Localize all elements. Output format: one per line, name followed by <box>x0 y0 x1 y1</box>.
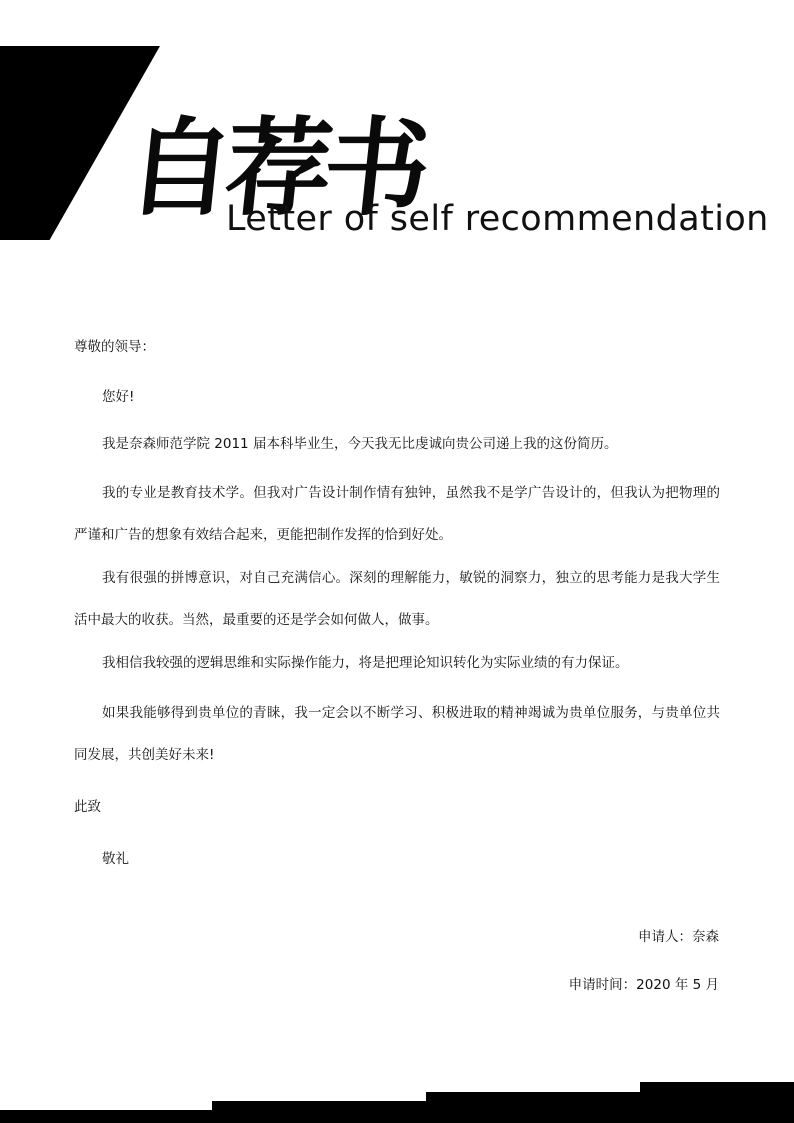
salutation: 尊敬的领导： <box>74 339 155 355</box>
title-chinese: 自荐书 <box>121 105 429 230</box>
paragraph-intro: 我是奈森师范学院 2011 届本科毕业生，今天我无比虔诚向贵公司递上我的这份简历。 <box>102 436 618 452</box>
paragraph-ability: 我相信我较强的逻辑思维和实际操作能力，将是把理论知识转化为实际业绩的有力保证。 <box>102 655 629 671</box>
closing-jingli: 敬礼 <box>102 851 129 867</box>
title-english: Letter of self recommendation <box>226 199 769 239</box>
paragraph-strengths: 我有很强的拼博意识，对自己充满信心。深刻的理解能力，敏锐的洞察力，独立的思考能力是我大学生活中最大的收获。当然，最重要的还是学会如何做人，做事。 <box>74 570 720 628</box>
paragraph-hope: 如果我能够得到贵单位的青睐，我一定会以不断学习、积极进取的精神竭诚为贵单位服务，与贵单位共同发展，共创美好未来! <box>74 705 720 763</box>
greeting: 您好! <box>102 389 135 405</box>
applicant-name: 申请人：奈森 <box>638 929 719 945</box>
paragraph-major: 我的专业是教育技术学。但我对广告设计制作情有独钟，虽然我不是学广告设计的，但我认为把物理的严谨和广告的想象有效结合起来，更能把制作发挥的恰到好处。 <box>74 485 720 543</box>
application-date: 申请时间：2020 年 5 月 <box>568 977 719 993</box>
footer-bar-step-3 <box>640 1082 794 1123</box>
closing-cizhi: 此致 <box>74 799 101 815</box>
